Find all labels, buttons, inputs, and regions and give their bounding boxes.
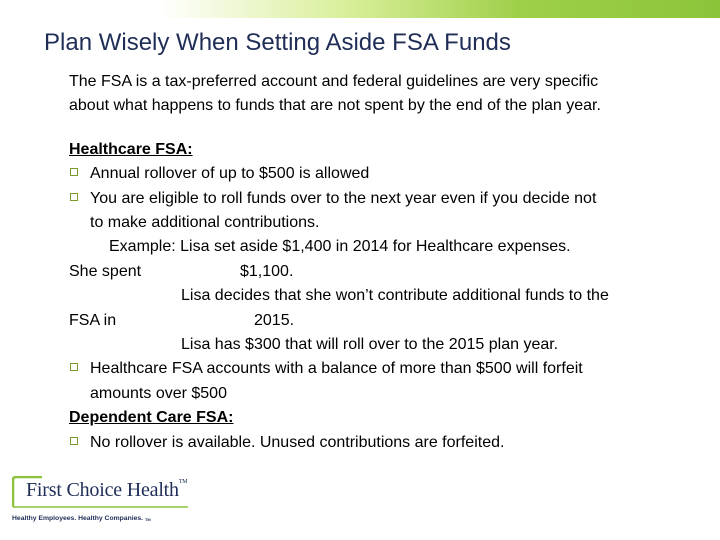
bullet-item [69,357,689,406]
bullet-text: to make additional contributions. [90,214,320,232]
slide-content [69,70,689,455]
top-gradient-band [0,0,720,18]
example-line-3 [69,284,689,308]
intro-line-1: The FSA is a tax-preferred account and federal guidelines are very specific [69,73,599,90]
square-bullet-icon [70,168,78,176]
bullet-text: You are eligible to roll funds over to the next year even if you decide not [90,189,597,207]
example-text: Lisa decides that she won’t contribute additional funds to the [181,287,609,305]
square-bullet-icon [70,193,78,201]
logo-name: First Choice Health™ [26,479,188,501]
bullet-item [69,187,689,236]
slide-title: Plan Wisely When Setting Aside FSA Funds [44,29,511,56]
bullet-text: Healthcare FSA accounts with a balance of more than $500 will forfeit [90,360,583,378]
bullet-item [69,431,689,455]
example-line-1 [69,235,689,259]
bullet-item [69,162,689,186]
example-text: FSA in [69,311,117,329]
example-text: She spent [69,262,142,280]
square-bullet-icon [70,437,78,445]
dependent-care-fsa-heading: Dependent Care FSA: [69,409,234,427]
first-choice-health-logo [12,476,188,528]
example-text: 2015. [254,311,295,329]
bullet-text: amounts over $500 [90,384,227,402]
example-text: Lisa has $300 that will roll over to the 2015 plan year. [181,336,559,353]
example-text: $1,100. [240,262,294,280]
example-line-4 [69,309,689,333]
bullet-text: No rollover is available. Unused contributions are forfeited. [90,433,505,451]
example-line-2 [69,260,689,284]
intro-line-2: about what happens to funds that are not spent by the end of the plan year. [69,97,601,115]
healthcare-fsa-heading: Healthcare FSA: [69,140,193,158]
logo-tagline: Healthy Employees. Healthy Companies. TM [12,515,151,522]
square-bullet-icon [70,363,78,371]
bullet-text: Annual rollover of up to $500 is allowed [90,165,370,183]
example-text: Example: Lisa set aside $1,400 in 2014 for Healthcare expenses. [109,238,571,256]
example-line-5 [69,333,689,357]
